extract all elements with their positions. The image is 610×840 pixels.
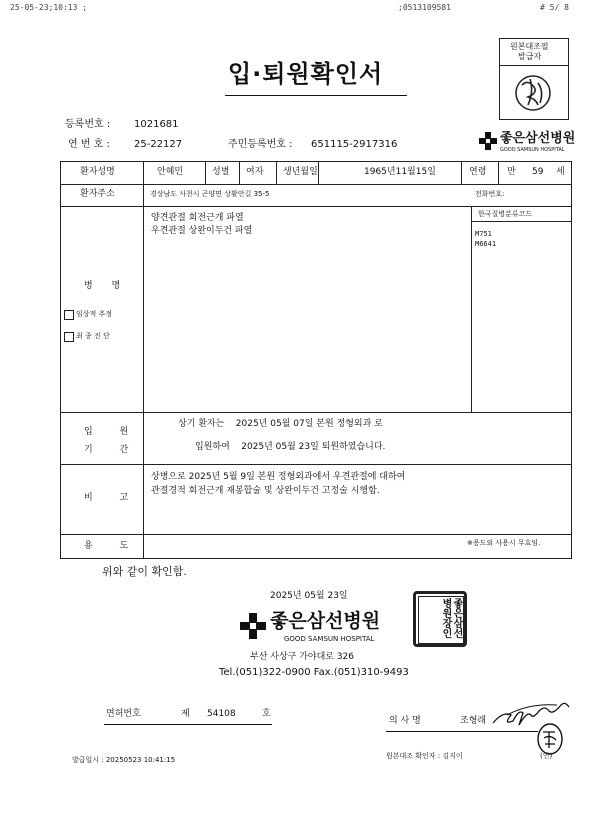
stamp-box-line1: 원본대조필 <box>510 42 549 51</box>
final-diagnosis-label: 최 종 진 단 <box>76 332 110 340</box>
hospital-seal-text: 좋은삼선병원장인 <box>440 598 462 638</box>
address-value: 경상남도 사천시 곤양면 상활안길 35-5 <box>150 190 270 198</box>
patient-name-label: 환자성명 <box>80 167 115 177</box>
doctor-seal-icon <box>535 722 565 756</box>
diagnosis-line-1: 양견관절 회전근개 파열 <box>151 213 244 223</box>
age-label: 연령 <box>469 167 487 177</box>
remarks-line-1: 상병으로 2025년 5월 9일 본원 정형외과에서 우견관절에 대하여 <box>151 472 406 482</box>
age-value: 59 <box>532 167 544 177</box>
hospital-name-en-large: GOOD SAMSUN HOSPITAL <box>284 635 375 643</box>
license-label: 면허번호 <box>106 709 141 719</box>
remarks-line-2: 관절경적 회전근개 재봉합술 및 상완이두건 고정술 시행함. <box>151 486 380 496</box>
hospital-name-top: 좋은삼선병원 <box>500 131 576 146</box>
footer-verifier: 원본대조 확인자 : 김지이 <box>386 752 463 760</box>
final-diagnosis-checkbox[interactable] <box>64 332 74 342</box>
stamp-box-line2: 발급자 <box>518 52 542 61</box>
fax-header-mid: ;0513109581 <box>398 3 451 12</box>
original-copy-stamp-box <box>499 38 569 120</box>
resident-no-value: 651115-2917316 <box>311 139 398 150</box>
clinical-estimate-label: 임상적 추정 <box>76 310 113 318</box>
hospital-tel-fax: Tel.(051)322-0900 Fax.(051)310-9493 <box>219 667 409 678</box>
hospital-square-seal <box>413 591 467 647</box>
reg-no-value: 1021681 <box>134 119 179 130</box>
license-number: 54108 <box>207 709 236 719</box>
case-no-label: 연 번 호 : <box>68 139 110 150</box>
age-unit: 세 <box>556 167 565 177</box>
patient-name: 안혜민 <box>157 167 184 177</box>
footer-issued: 발급일시 : 20250523 10:41:15 <box>72 756 176 764</box>
reg-no-label: 등록번호 : <box>65 119 111 130</box>
period-line-1: 상기 환자는 2025년 05월 07일 본원 정형외과 로 <box>178 419 383 429</box>
hospital-name-large: 좋은삼선병원 <box>270 610 381 632</box>
disease-label: 병 명 <box>84 281 129 291</box>
doctor-name: 조형래 <box>460 716 487 726</box>
hospital-cross-large-icon <box>240 613 266 639</box>
address-label: 환자주소 <box>80 189 115 199</box>
remarks-label: 비 고 <box>84 493 141 503</box>
license-suffix: 호 <box>262 709 271 719</box>
dob-value: 1965년11월15일 <box>364 167 436 177</box>
hospital-cross-icon <box>479 132 497 150</box>
dob-label: 생년월일 <box>283 167 318 177</box>
period-label-2: 기 간 <box>84 445 141 455</box>
confirmation-text: 위와 같이 확인함. <box>102 565 187 578</box>
document-title: 입·퇴원확인서 <box>228 60 384 88</box>
hospital-address: 부산 사상구 가야대로 326 <box>250 652 355 662</box>
purpose-note: ※용도외 사용시 무효임. <box>467 539 541 547</box>
case-no-value: 25-22127 <box>134 139 183 150</box>
license-prefix: 제 <box>181 709 190 719</box>
doctor-label: 의 사 명 <box>389 716 421 726</box>
signature-seal-icon <box>510 71 556 115</box>
fax-header-left: 25-05-23;10:13 ; <box>10 3 88 12</box>
sex-value: 여자 <box>246 167 264 177</box>
disease-code-header: 한국질병분류코드 <box>478 210 533 218</box>
phone-label: 전화번호: <box>475 190 505 198</box>
fax-header-right: # 5/ 8 <box>540 3 569 12</box>
age-prefix: 만 <box>507 167 516 177</box>
resident-no-label: 주민등록번호 : <box>228 139 293 150</box>
disease-code-2: M6641 <box>475 240 497 248</box>
hospital-name-en-top: GOOD SAMSUN HOSPITAL <box>500 147 565 153</box>
purpose-label: 용 도 <box>84 541 141 551</box>
disease-code-1: M751 <box>475 230 492 238</box>
footer-seal-mark: (인) <box>540 752 553 760</box>
period-line-2: 입원하여 2025년 05월 23일 퇴원하였습니다. <box>195 442 386 452</box>
clinical-estimate-checkbox[interactable] <box>64 310 74 320</box>
issue-date: 2025년 05월 23일 <box>270 591 348 601</box>
period-label-1: 입 원 <box>84 427 141 437</box>
sex-label: 성별 <box>212 167 230 177</box>
diagnosis-line-2: 우견관절 상완이두건 파열 <box>151 226 253 236</box>
